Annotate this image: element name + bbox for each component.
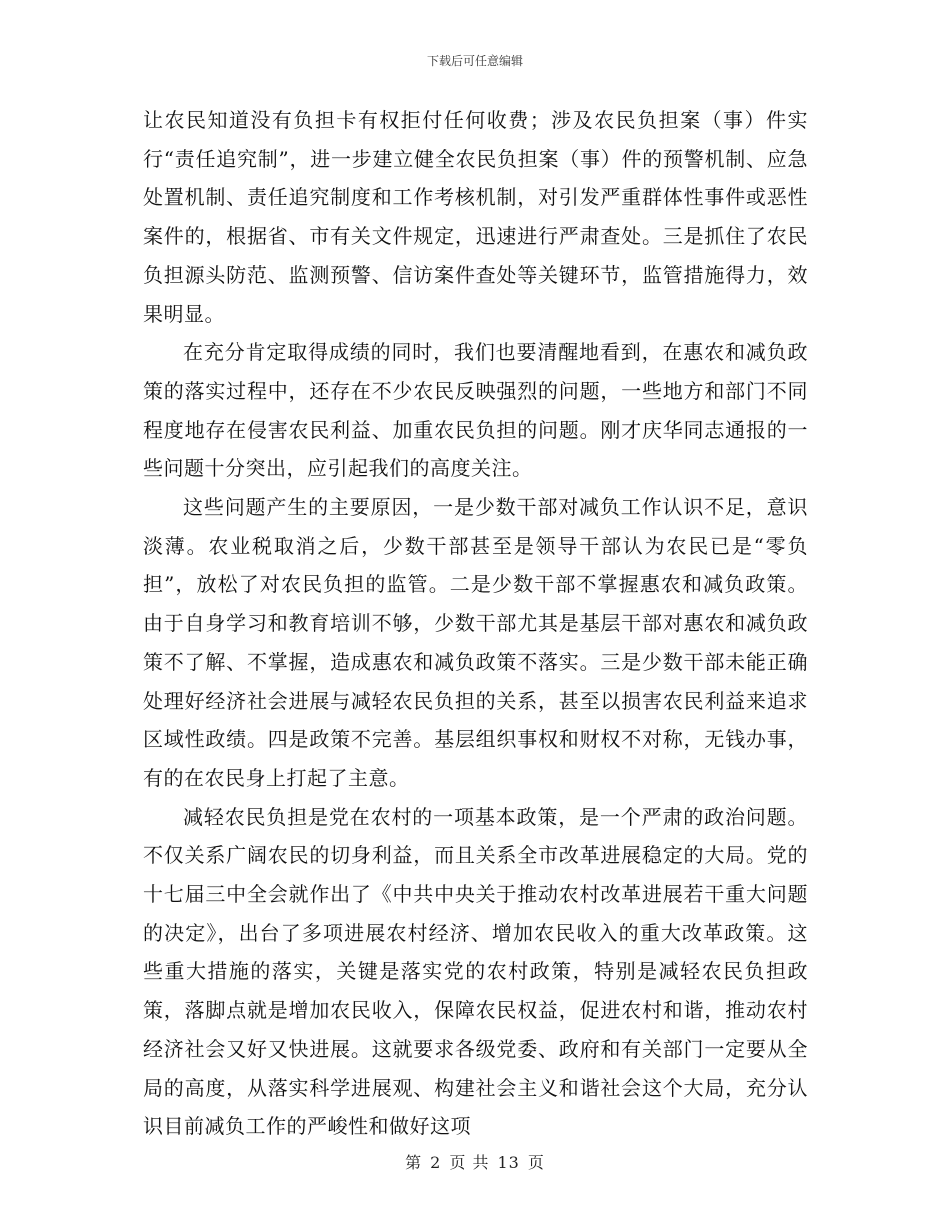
paragraph-2: 在充分肯定取得成绩的同时，我们也要清醒地看到，在惠农和减负政策的落实过程中，还存在不少农民反映强烈的问题，一些地方和部门不同程度地存在侵害农民利益、加重农民负担的问题。刚才庆华同志通报的一些问题十分突出，应引起我们的高度关注。 (143, 340, 808, 481)
paragraph-3: 这些问题产生的主要原因，一是少数干部对减负工作认识不足，意识淡薄。农业税取消之后，少数干部甚至是领导干部认为农民已是“零负担”，放松了对农民负担的监管。二是少数干部不掌握惠农和减负政策。由于自身学习和教育培训不够，少数干部尤其是基层干部对惠农和减负政策不了解、不掌握，造成惠农和减负政策不落实。三是少数干部未能正确处理好经济社会进展与减轻农民负担的关系，甚至以损害农民利益来追求区域性政绩。四是政策不完善。基层组织事权和财权不对称，无钱办事，有的在农民身上打起了主意。 (143, 495, 808, 790)
paragraph-1: 让农民知道没有负担卡有权拒付任何收费；涉及农民负担案（事）件实行“责任追究制”，进一步建立健全农民负担案（事）件的预警机制、应急处置机制、责任追究制度和工作考核机制，对引发严重群体性事件或恶性案件的，根据省、市有关文件规定，迅速进行严肃查处。三是抓住了农民负担源头防范、监测预警、信访案件查处等关键环节，监管措施得力，效果明显。 (143, 108, 808, 326)
footer-suffix: 页 (527, 1153, 545, 1172)
paragraph-4: 减轻农民负担是党在农村的一项基本政策，是一个严肃的政治问题。不仅关系广阔农民的切身利益，而且关系全市改革进展稳定的大局。党的十七届三中全会就作出了《中共中央关于推动农村改革进展若干重大问题的决定》，出台了多项进展农村经济、增加农民收入的重大改革政策。这些重大措施的落实，关键是落实党的农村政策，特别是减轻农民负担政策，落脚点就是增加农民收入，保障农民权益，促进农村和谐，推动农村经济社会又好又快进展。这就要求各级党委、政府和有关部门一定要从全局的高度，从落实科学进展观、构建社会主义和谐社会这个大局，充分认识目前减负工作的严峻性和做好这项 (143, 804, 808, 1139)
footer-page-number: 2 (430, 1153, 442, 1172)
page-header-note: 下载后可任意编辑 (426, 54, 523, 68)
footer-prefix: 第 (405, 1153, 423, 1172)
footer-middle: 页 共 (449, 1153, 490, 1172)
footer-total-pages: 13 (497, 1153, 520, 1172)
page-footer (0, 1150, 950, 1173)
document-body (143, 101, 808, 1146)
